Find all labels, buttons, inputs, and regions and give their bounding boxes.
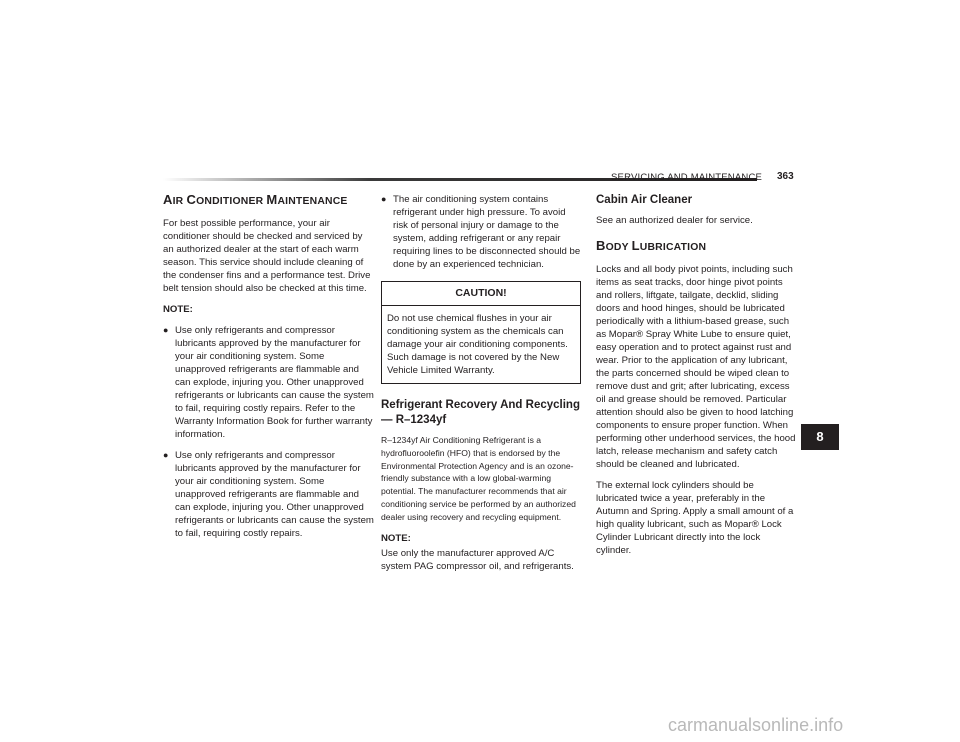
- bullet-icon: ●: [163, 450, 169, 460]
- page-number: 363: [777, 171, 794, 182]
- note-bullet-list: [163, 324, 375, 540]
- cabin-air-cleaner-text: See an authorized dealer for service.: [596, 215, 753, 226]
- caution-box: [381, 281, 581, 384]
- column-left: [163, 193, 375, 548]
- running-header-title: SERVICING AND MAINTENANCE: [611, 172, 763, 183]
- subsection-title-refrigerant-recovery: Refrigerant Recovery And Recycling — R–1234yf: [381, 399, 580, 426]
- caution-text: Do not use chemical flushes in your air conditioning system as the chemicals can damage your air conditioning components. Such damage is not covered by the New Vehicle Limited Warranty.: [387, 313, 568, 376]
- intro-paragraph: For best possible performance, your air conditioner should be checked and serviced by an authorized dealer at the start of each warm season. This service should include cleaning of the condenser fins and a performance test. Drive belt tension should also be checked at this time.: [163, 218, 371, 294]
- note-label: NOTE:: [381, 532, 411, 544]
- lubrication-paragraph: Locks and all body pivot points, including such items as seat tracks, door hinge pivot points and rollers, liftgate, tailgate, decklid, sliding doors and hood hinges, should be lubricated periodically with a lithium-based grease, such as Mopar® Spray White Lube to ensure quiet, easy operation and to protect against rust and wear. Prior to the application of any lubricant, the parts concerned should be wiped clean to remove dust and grit; after lubricating, excess oil and grease should be removed. Particular attention should also be given to hood latching components to ensure proper function. When performing other underhood services, the hood latch, release mechanism and safety catch should be cleaned and lubricated.: [596, 264, 796, 470]
- list-item: ● Use only refrigerants and compressor lubricants approved by the manufacturer for your air conditioning system. Some unapproved refrigerants are flammable and can explode, injuring you. Other unapproved refrigerants or lubricants can cause the system to fail, requiring costly repairs. Refer to the Warranty Information Book for further warranty information.: [163, 325, 374, 440]
- list-item: ● The air conditioning system contains refrigerant under high pressure. To avoid risk of personal injury or damage to the system, adding refrigerant or any repair requiring lines to be disconnected should be done by an experienced technician.: [381, 194, 581, 270]
- watermark: carmanualsonline.info: [668, 715, 844, 735]
- caution-title: CAUTION!: [382, 282, 580, 306]
- note-label: NOTE:: [163, 304, 193, 315]
- lock-cylinder-paragraph: The external lock cylinders should be lubricated twice a year, preferably in the Autumn and Spring. Apply a small amount of a high quality lubricant, such as Mopar® Lock Cylinder Lubricant directly into the lock cylinder.: [596, 480, 794, 556]
- list-item: ● Use only refrigerants and compressor lubricants approved by the manufacturer for your air conditioning system. Some unapproved refrigerants are flammable and can explode, injuring you. Other unapproved refrigerants or lubricants can cause the system to fail, requiring costly repairs.: [163, 450, 374, 539]
- warning-bullet-list: [381, 193, 581, 271]
- column-right: [596, 193, 796, 565]
- column-middle: [381, 193, 581, 581]
- section-title-body-lubrication: BODY LUBRICATION: [596, 238, 707, 253]
- bullet-icon: ●: [163, 325, 169, 335]
- bullet-icon: ●: [381, 194, 387, 204]
- refrigerant-paragraph: R–1234yf Air Conditioning Refrigerant is a hydrofluoroolefin (HFO) that is endorsed by the Environmental Protection Agency and is an ozone-friendly substance with a low global-warming potential. The manufacturer recommends that air conditioning service be performed by an authorized dealer using recovery and recycling equipment.: [381, 435, 576, 522]
- chapter-tab: 8: [801, 424, 839, 450]
- section-title-air-conditioner-maintenance: AIR CONDITIONER MAINTENANCE: [163, 192, 348, 207]
- subsection-title-cabin-air-cleaner: Cabin Air Cleaner: [596, 194, 693, 206]
- note-text: Use only the manufacturer approved A/C system PAG compressor oil, and refrigerants.: [381, 547, 574, 572]
